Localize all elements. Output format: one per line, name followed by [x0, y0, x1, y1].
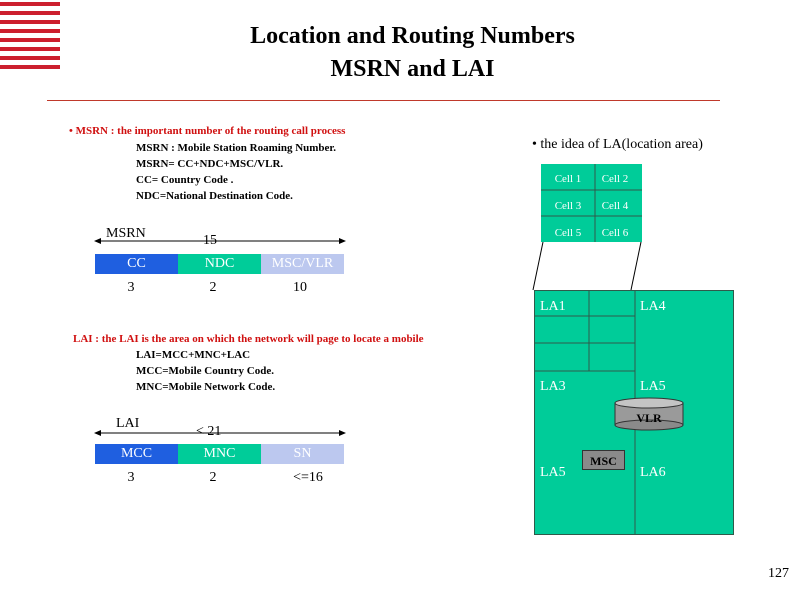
- lai-definitions: [136, 347, 275, 395]
- lai-field-mcc: MCC: [95, 444, 178, 464]
- lai-sn-length: <=16: [293, 470, 323, 485]
- slide-subtitle: MSRN and LAI: [330, 56, 495, 82]
- lai-mcc-length: 3: [127, 470, 135, 485]
- msrn-total-length: 15: [203, 233, 217, 248]
- la-label-la1: LA1: [540, 299, 566, 314]
- location-area-map: [534, 290, 734, 535]
- msrn-def-line: MSRN= CC+NDC+MSC/VLR.: [136, 158, 284, 170]
- vlr-label: VLR: [636, 411, 662, 425]
- msrn-heading: • MSRN : the important number of the routing call process: [69, 125, 346, 137]
- msrn-def-line: CC= Country Code .: [136, 174, 234, 186]
- lai-total-length: < 21: [196, 424, 222, 439]
- lai-label: LAI: [116, 416, 140, 431]
- lai-def-line: MCC=Mobile Country Code.: [136, 365, 274, 377]
- cell-5: Cell 5: [554, 227, 582, 239]
- la-label-la5-upper: LA5: [640, 379, 666, 394]
- title-divider: [47, 100, 720, 101]
- lai-def-line: MNC=Mobile Network Code.: [136, 381, 276, 393]
- cell-2: Cell 2: [601, 173, 629, 185]
- cell-grid: [541, 164, 642, 242]
- la-label-la6: LA6: [640, 465, 666, 480]
- cell-3: Cell 3: [554, 200, 582, 212]
- cell-1: Cell 1: [554, 173, 582, 185]
- msrn-msc-vlr-length: 10: [293, 280, 307, 295]
- msrn-field-msc-vlr: MSC/VLR: [261, 254, 344, 274]
- la-label-la4: LA4: [640, 299, 666, 314]
- la-idea-heading: • the idea of LA(location area): [532, 137, 703, 152]
- lai-mnc-length: 2: [209, 470, 217, 485]
- lai-field-mnc: MNC: [178, 444, 261, 464]
- msrn-field-ndc: NDC: [178, 254, 261, 274]
- lai-length-arrow: [92, 426, 348, 440]
- lai-heading: LAI : the LAI is the area on which the network will page to locate a mobile: [73, 333, 424, 345]
- zoom-lines: [525, 240, 655, 295]
- msrn-definitions: [136, 140, 336, 204]
- msrn-def-line: NDC=National Destination Code.: [136, 190, 293, 202]
- slide-title: Location and Routing Numbers: [250, 23, 575, 49]
- cell-4: Cell 4: [601, 200, 629, 212]
- lai-def-line: LAI=MCC+MNC+LAC: [136, 349, 251, 361]
- msrn-ndc-length: 2: [209, 280, 217, 295]
- msrn-length-arrow: [92, 234, 348, 248]
- lai-field-sn: SN: [261, 444, 344, 464]
- msrn-def-line: MSRN : Mobile Station Roaming Number.: [136, 142, 337, 154]
- msrn-label: MSRN: [106, 226, 146, 241]
- la-label-la5-lower: LA5: [540, 465, 566, 480]
- msrn-cc-length: 3: [127, 280, 135, 295]
- la-label-la3: LA3: [540, 379, 566, 394]
- cell-6: Cell 6: [601, 227, 629, 239]
- page-number: 127: [768, 566, 789, 581]
- msrn-field-cc: CC: [95, 254, 178, 274]
- msc-box: MSC: [582, 450, 625, 470]
